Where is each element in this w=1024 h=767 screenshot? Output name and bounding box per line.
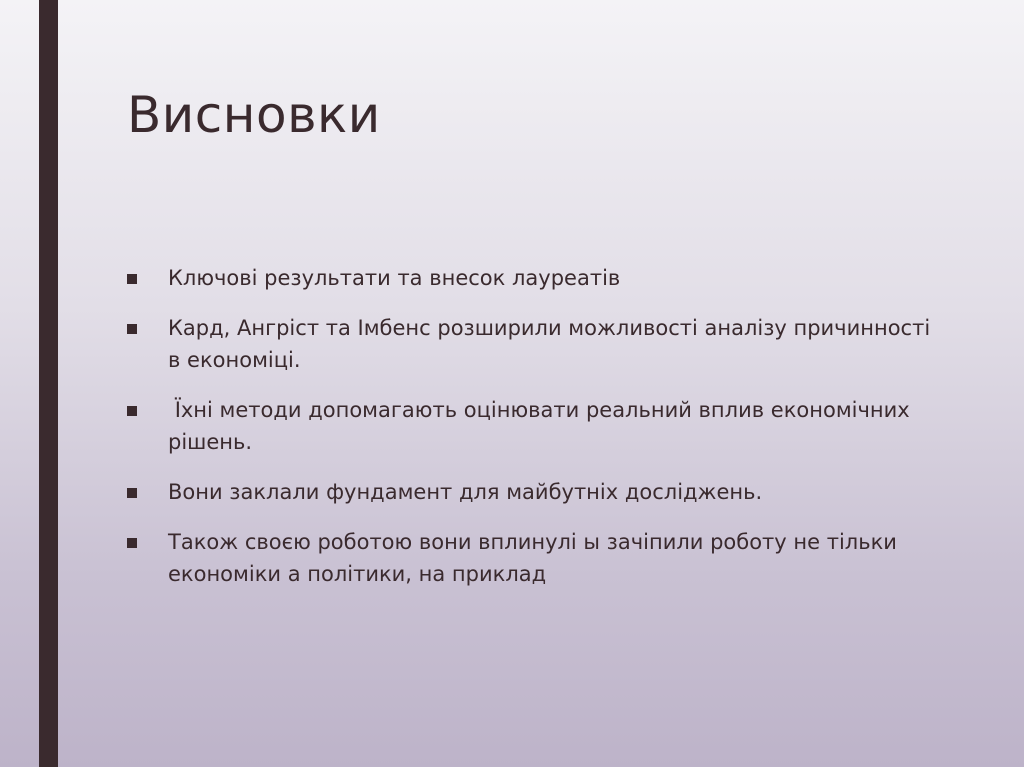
bullet-item xyxy=(127,262,947,294)
square-bullet-icon xyxy=(127,406,137,416)
bullet-item xyxy=(127,312,947,376)
bullet-text: Кард, Ангріст та Імбенс розширили можливості аналізу причинності в економіці. xyxy=(168,316,931,372)
bullet-text: Також своєю роботою вони вплинулі ы зачіпили роботу не тільки економіки а політики, на приклад xyxy=(168,530,897,586)
slide-title: Висновки xyxy=(127,86,381,144)
bullet-text: Їхні методи допомагають оцінювати реальний вплив економічних рішень. xyxy=(168,398,917,454)
bullet-text: Вони заклали фундамент для майбутніх досліджень. xyxy=(168,480,763,504)
bullet-item xyxy=(127,476,947,508)
square-bullet-icon xyxy=(127,538,137,548)
square-bullet-icon xyxy=(127,488,137,498)
square-bullet-icon xyxy=(127,324,137,334)
left-accent-bar xyxy=(39,0,58,767)
bullet-item xyxy=(127,394,947,458)
bullet-list xyxy=(127,262,947,608)
square-bullet-icon xyxy=(127,274,137,284)
bullet-item xyxy=(127,526,947,590)
bullet-text: Ключові результати та внесок лауреатів xyxy=(168,266,621,290)
